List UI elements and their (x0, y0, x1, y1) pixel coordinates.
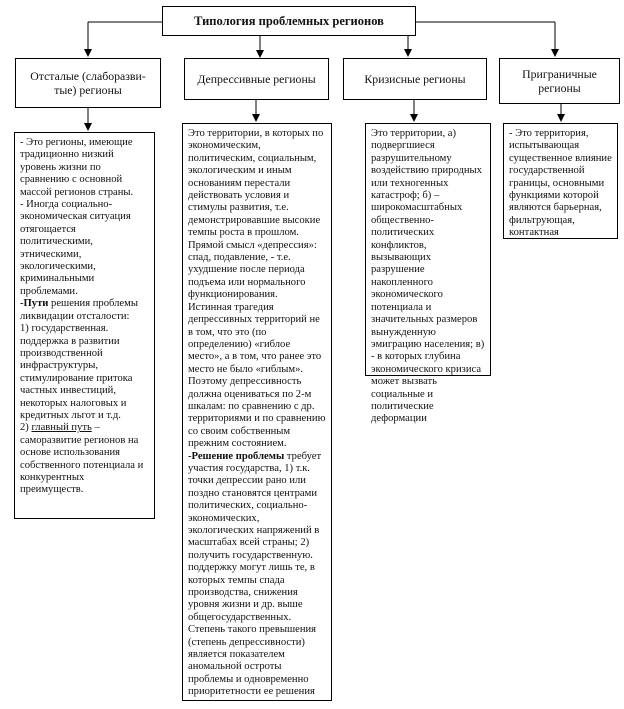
body-crisis (365, 123, 491, 425)
main-path-label: главный путь (31, 422, 92, 434)
backward-ways-label: -Пути (20, 298, 49, 310)
heading-border: Приграничные регионы (499, 58, 620, 104)
depressive-p1: Это территории, в которых по экономическим, политическим, социальным, экологическим и иным основаниям перестали действовать условия и стимулы развития, т.е. демонстрировавшие высокие темпы роста в прошлом. (188, 128, 324, 239)
depressive-p4: -Решение проблемы требует участия государства, 1) т.к. точки депрессии рано или поздно становятся центрами политических, социально-экономических, экологических напряжений в масштабах всей страны; 2) получить государственную. поддержку могут лишь те, в которых темпы спада производства, снижения уровня жизни и др. выше общегосударственных. (188, 450, 322, 623)
backward-p1: - Это регионы, имеющие традиционно низкий уровень жизни по сравнению с основной массой регионов страны. (20, 137, 134, 198)
body-backward (14, 132, 155, 519)
heading-depressive: Депрессивные регионы (184, 58, 329, 100)
body-border (503, 123, 618, 239)
depressive-p2: Прямой смысл «депрессия»: спад, подавление, - т.е. ухудшение после периода подъема или нормального функционирования. (188, 239, 317, 301)
crisis-p1: Это территории, а) подвергшиеся разрушительному воздействию природных или техногенных катастроф; б) – широкомасштабных общественно- политических конфликтов, вызывающих разрушение накопленного экономического потенциала и значительных размеров вынужденную эмиграцию населения; в) - в которых глубина экономического кризиса может вызвать социальные и политические деформации (371, 128, 485, 425)
backward-p3: -Пути решения проблемы ликвидации отсталости: (20, 298, 138, 322)
depressive-p3: Истинная трагедия депрессивных территорий не в том, что это (по определению) «гиблое место», а в том, что ранее это место не было «гиблым». Поэтому депрессивность должна оцениваться по 2-м шкалам: по сравнению с др. территориями и по сравнению со своим собственным прежним состоянием. (188, 301, 326, 450)
backward-p4: 1) государственная. поддержка в развитии производственной инфраструктуры, стимулирование притока частных инвестиций, некоторых налоговых и кредитных льгот и т.д. (20, 323, 133, 421)
diagram-title: Типология проблемных регионов (162, 6, 416, 36)
body-depressive (182, 123, 332, 701)
border-p1: - Это территория, испытывающая существенное влияние государственной границы, основными функциями которой являются барьерная, фильтрующая, контактная (509, 128, 612, 239)
backward-p2: - Иногда социально-экономическая ситуация отягощается политическими, этническими, экологическими, криминальными проблемами. (20, 199, 131, 297)
heading-backward: Отсталые (слаборазви-тые) регионы (15, 58, 161, 108)
backward-p5: 2) главный путь – саморазвитие регионов на основе использования собственного потенциала и конкурентных преимуществ. (20, 422, 144, 496)
depressive-p5: Степень такого превышения (степень депрессивности) является показателем аномальной остроты проблемы и одновременно приоритетности ее решения (188, 624, 317, 698)
heading-crisis: Кризисные регионы (343, 58, 487, 100)
solution-label: -Решение проблемы (188, 450, 285, 462)
